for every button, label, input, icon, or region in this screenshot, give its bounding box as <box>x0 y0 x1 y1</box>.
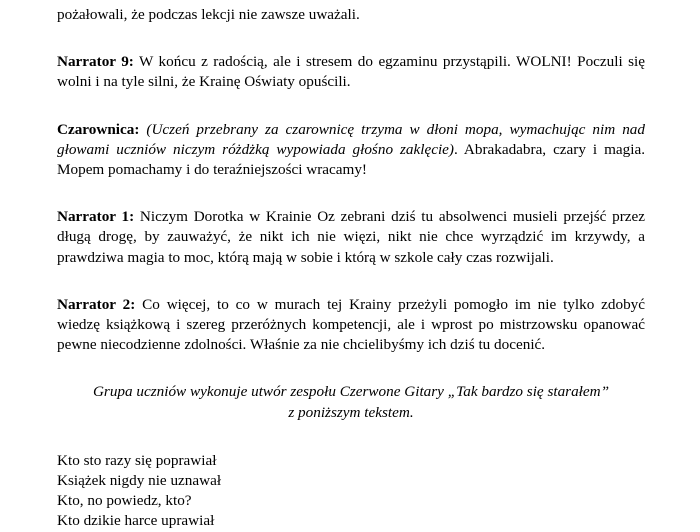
lyric-line: Kto, no powiedz, kto? <box>57 492 192 510</box>
paragraph-gap <box>57 268 645 295</box>
paragraph-narrator-9 <box>57 52 645 92</box>
paragraph-narrator-2 <box>57 295 645 356</box>
speaker-label-narrator-2: Narrator 2: <box>57 295 136 313</box>
performance-note-line-2: z poniższym tekstem. <box>288 403 414 421</box>
lyric-line: Książek nigdy nie uznawał <box>57 472 222 490</box>
paragraph-text-narrator-9: W końcu z radością, ale i stresem do egzaminu przystąpili. WOLNI! Poczuli się wolni i na tyle silni, że Krainę Oświaty opuścili. <box>57 53 646 91</box>
paragraph-gap <box>57 25 645 52</box>
stage-direction-czarownica: (Uczeń przebrany za czarownicę trzyma w dłoni mopa, wymachując nim nad głowami uczniów niczym różdżką wypowiada głośno zaklęcie) <box>57 120 645 158</box>
paragraph-narrator-1 <box>57 207 645 268</box>
paragraph-gap <box>57 180 645 207</box>
speaker-label-narrator-1: Narrator 1: <box>57 208 135 226</box>
lyric-line: Kto sto razy się poprawiał <box>57 451 217 469</box>
paragraph-text-narrator-1: Niczym Dorotka w Krainie Oz zebrani dziś tu absolwenci musieli przejść przez długą drogę, by zauważyć, że nikt ich nie więzi, nikt nie chce wyrządzić im krzywdy, a prawdziwa magia to moc, którą mają w sobie i którą w szkole cały czas rozwijali. <box>57 208 645 266</box>
paragraph-continuation: pożałowali, że podczas lekcji nie zawsze uważali. <box>57 6 360 23</box>
paragraph-gap <box>57 423 645 451</box>
paragraph-czarownica <box>57 120 645 181</box>
song-lyrics <box>57 451 645 532</box>
paragraph-gap <box>57 355 645 382</box>
speaker-label-narrator-9: Narrator 9: <box>57 53 134 71</box>
lyric-line: Kto dzikie harce uprawiał <box>57 512 215 530</box>
paragraph-text-narrator-2: Co więcej, to co w murach tej Krainy przeżyli pomogło im nie tylko zdobyć wiedzę książkową i szereg przeróżnych kompetencji, ale i wprost po mistrzowsku opanować pewne niecodzienne zdolności. Właśnie za nie chcielibyśmy ich dziś tu docenić. <box>57 295 646 354</box>
performance-note-line-1: Grupa uczniów wykonuje utwór zespołu Czerwone Gitary „Tak bardzo się starałem” <box>92 383 610 401</box>
speaker-label-czarownica: Czarownica: <box>57 120 140 138</box>
performance-note <box>57 382 645 422</box>
paragraph-text-czarownica: . Abrakadabra, czary i magia. Mopem pomachamy i do teraźniejszości wracamy! <box>57 140 645 179</box>
paragraph-gap <box>57 93 645 120</box>
